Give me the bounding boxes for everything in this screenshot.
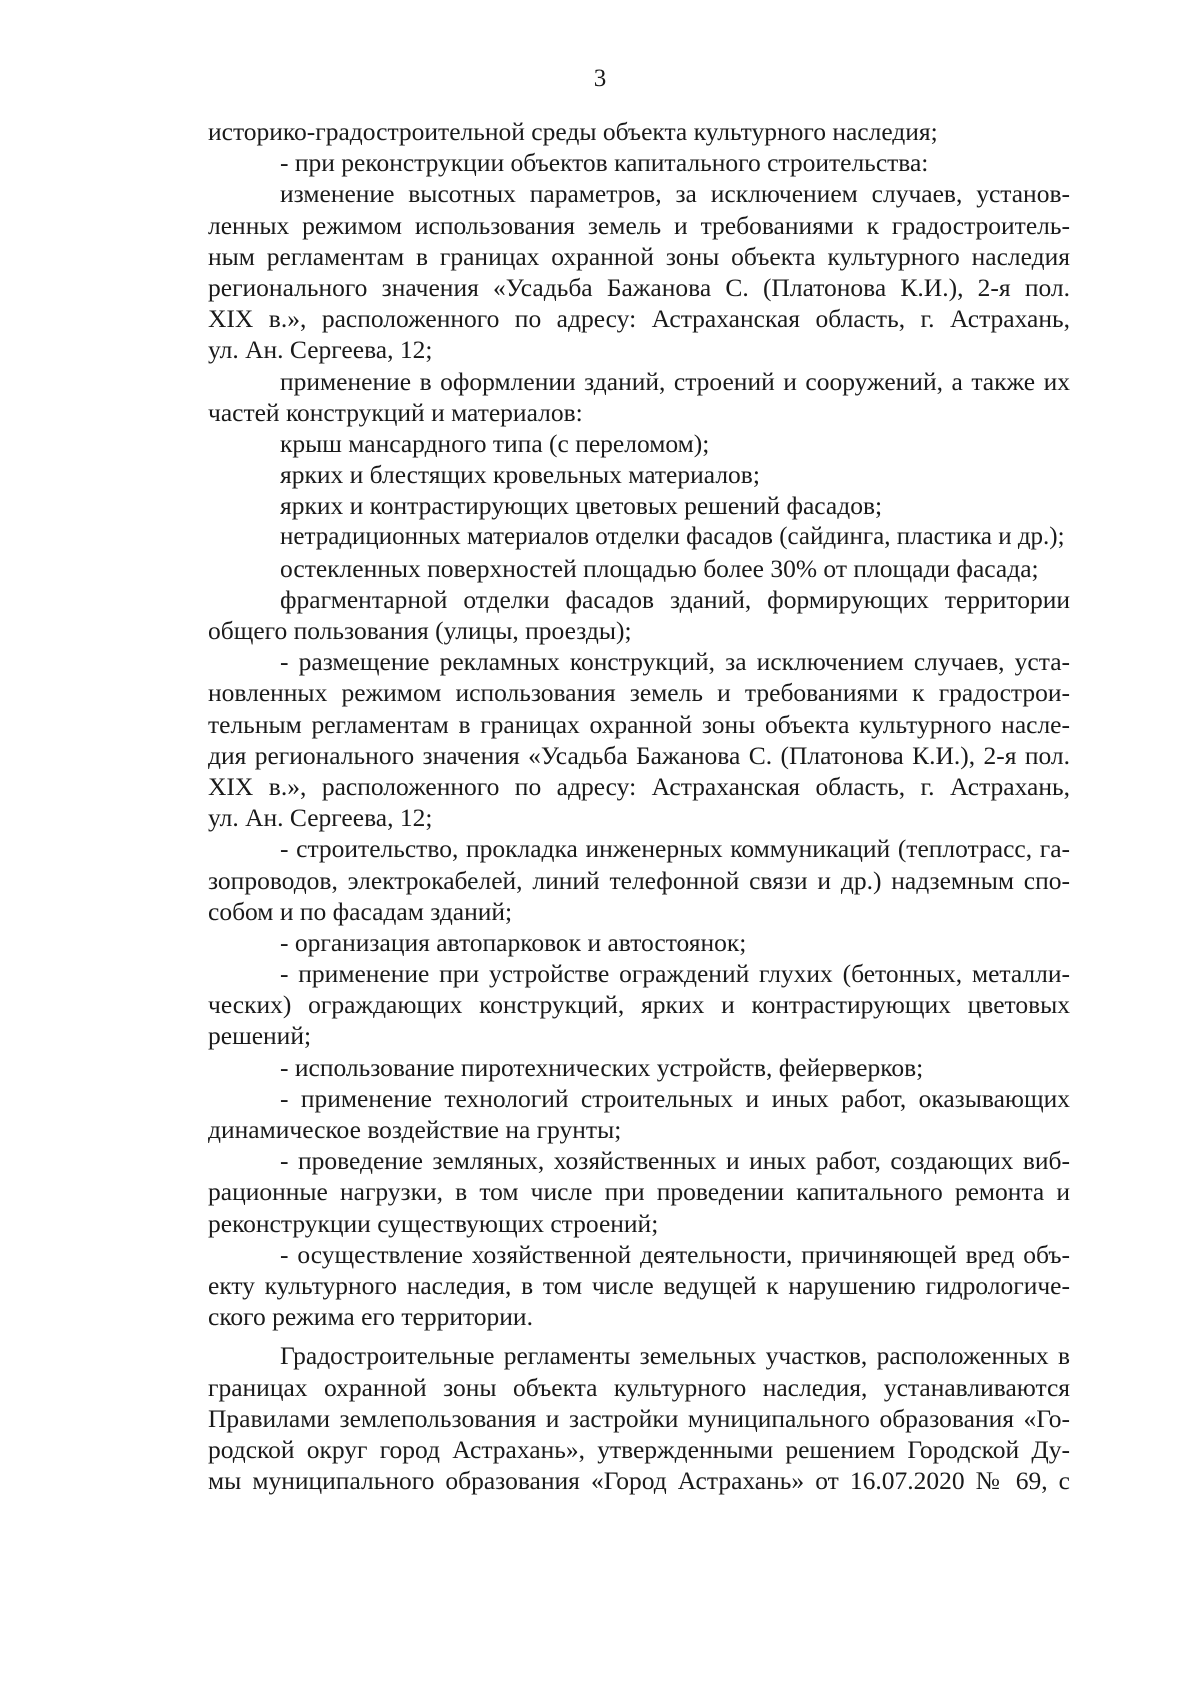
text-line: тельным регламентам в границах охранной зоны объекта культурного насле- bbox=[208, 709, 1070, 739]
text-line: - размещение рекламных конструкций, за исключением случаев, уста- bbox=[280, 647, 1070, 677]
text-line: ул. Ан. Сергеева, 12; bbox=[208, 335, 433, 365]
page-number: 3 bbox=[593, 65, 607, 92]
text-line: - осуществление хозяйственной деятельности, причиняющей вред объ- bbox=[280, 1239, 1070, 1269]
text-line: - использование пиротехнических устройств, фейерверков; bbox=[280, 1052, 924, 1082]
text-line: XIX в.», расположенного по адресу: Астраханская область, г. Астрахань, bbox=[208, 304, 1070, 334]
text-line: мы муниципального образования «Город Астрахань» от 16.07.2020 № 69, с bbox=[208, 1466, 1070, 1496]
text-line: ческих) ограждающих конструкций, ярких и контрастирующих цветовых bbox=[208, 990, 1070, 1020]
text-line: Градостроительные регламенты земельных участков, расположенных в bbox=[280, 1341, 1070, 1371]
text-line: XIX в.», расположенного по адресу: Астраханская область, г. Астрахань, bbox=[208, 771, 1070, 801]
text-line: изменение высотных параметров, за исключением случаев, установ- bbox=[280, 179, 1070, 209]
text-line: решений; bbox=[208, 1021, 312, 1051]
text-line: - проведение земляных, хозяйственных и иных работ, создающих виб- bbox=[280, 1146, 1070, 1176]
text-line: нетрадиционных материалов отделки фасадов (сайдинга, пластика и др.); bbox=[280, 523, 1065, 551]
text-line: динамическое воздействие на грунты; bbox=[208, 1115, 622, 1144]
text-line: - строительство, прокладка инженерных коммуникаций (теплотрасс, га- bbox=[280, 834, 1070, 864]
text-line: ленных режимом использования земель и требованиями к градостроитель- bbox=[208, 210, 1070, 240]
text-line: ярких и блестящих кровельных материалов; bbox=[280, 460, 760, 490]
text-line: крыш мансардного типа (с переломом); bbox=[280, 428, 710, 458]
text-line: общего пользования (улицы, проезды); bbox=[208, 616, 632, 645]
text-line: реконструкции существующих строений; bbox=[208, 1208, 659, 1238]
text-line: границах охранной зоны объекта культурного наследия, устанавливаются bbox=[208, 1372, 1070, 1402]
text-line: ным регламентам в границах охранной зоны объекта культурного наследия bbox=[208, 241, 1070, 271]
text-line: ярких и контрастирующих цветовых решений фасадов; bbox=[280, 491, 883, 521]
text-line: зопроводов, электрокабелей, линий телефонной связи и др.) надземным спо- bbox=[208, 865, 1070, 895]
text-line: Правилами землепользования и застройки муниципального образования «Го- bbox=[208, 1403, 1070, 1433]
text-line: новленных режимом использования земель и требованиями к градострои- bbox=[208, 678, 1070, 708]
text-line: частей конструкций и материалов: bbox=[208, 397, 583, 427]
text-line: - при реконструкции объектов капитального строительства: bbox=[280, 148, 929, 178]
text-line: собом и по фасадам зданий; bbox=[208, 896, 513, 926]
text-line: регионального значения «Усадьба Бажанова С. (Платонова К.И.), 2-я пол. bbox=[208, 272, 1070, 302]
text-line: ского режима его территории. bbox=[208, 1302, 533, 1332]
text-line: дия регионального значения «Усадьба Бажанова С. (Платонова К.И.), 2-я пол. bbox=[208, 740, 1070, 770]
document-body bbox=[208, 116, 1070, 1496]
text-line: родской округ город Астрахань», утвержденными решением Городской Ду- bbox=[208, 1434, 1070, 1464]
text-line: применение в оформлении зданий, строений и сооружений, а также их bbox=[280, 366, 1070, 396]
text-line: историко-градостроительной среды объекта культурного наследия; bbox=[208, 117, 938, 146]
text-line: рационные нагрузки, в том числе при проведении капитального ремонта и bbox=[208, 1177, 1070, 1207]
text-line: - организация автопарковок и автостоянок; bbox=[280, 927, 747, 957]
text-line: остекленных поверхностей площадью более 30% от площади фасада; bbox=[280, 553, 1039, 583]
text-line: фрагментарной отделки фасадов зданий, формирующих территории bbox=[280, 584, 1070, 614]
text-line: - применение при устройстве ограждений глухих (бетонных, металли- bbox=[280, 959, 1070, 989]
text-line: ул. Ан. Сергеева, 12; bbox=[208, 803, 433, 833]
paragraph-gap bbox=[208, 1332, 1070, 1340]
text-line: - применение технологий строительных и иных работ, оказывающих bbox=[280, 1083, 1070, 1113]
text-line: екту культурного наследия, в том числе ведущей к нарушению гидрологиче- bbox=[208, 1270, 1070, 1300]
